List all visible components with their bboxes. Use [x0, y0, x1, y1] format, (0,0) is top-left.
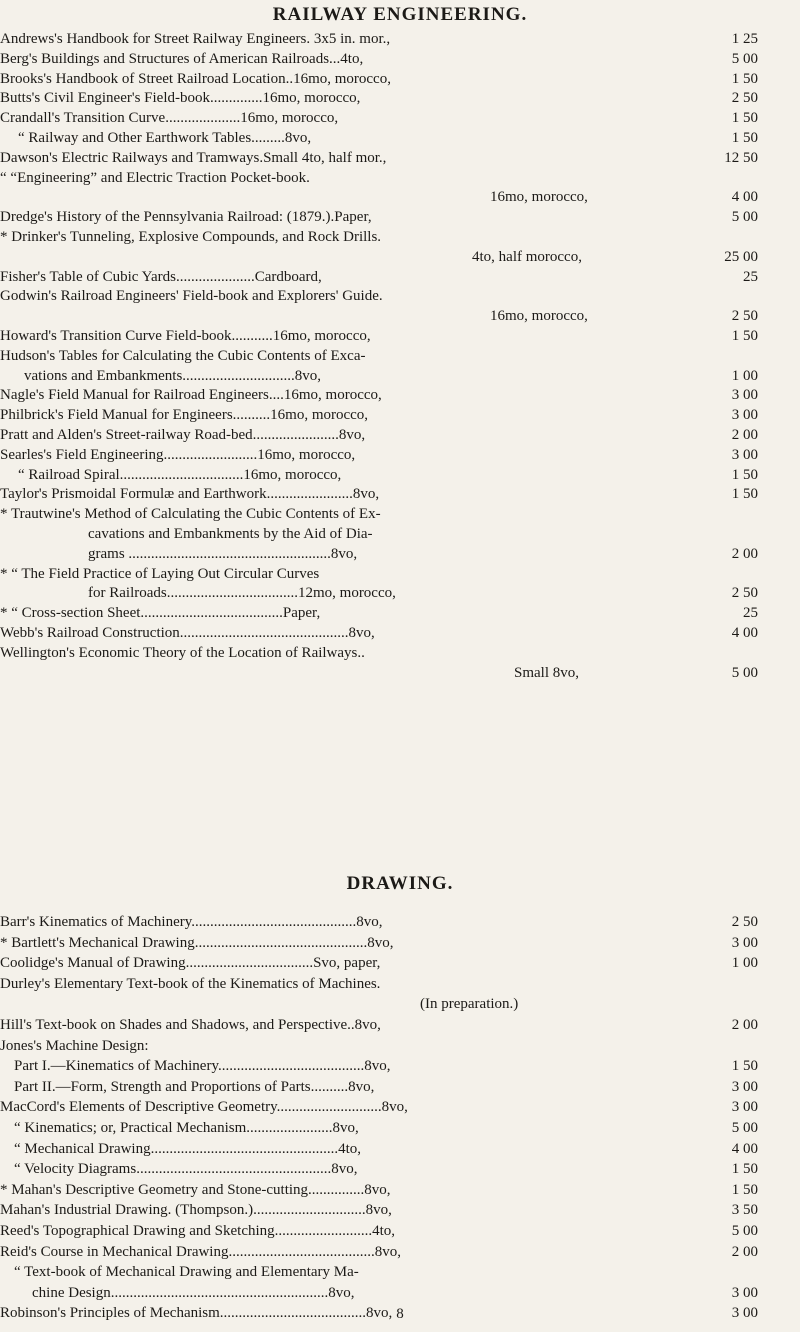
book-entry-price: 1 50 — [731, 1161, 758, 1178]
book-entry-text: Nagle's Field Manual for Railroad Engineers....16mo, morocco, — [0, 387, 382, 404]
book-entry-price: 1 50 — [731, 327, 758, 344]
book-entry-price: 2 00 — [731, 1016, 758, 1033]
book-entry-text: Taylor's Prismoidal Formulæ and Earthwork.......................8vo, — [0, 486, 380, 503]
book-entry-text: Coolidge's Manual of Drawing..................................Svo, paper, — [0, 955, 381, 972]
book-entry — [0, 953, 800, 974]
book-entry-price: 3 00 — [731, 1305, 758, 1322]
book-entry-text: Godwin's Railroad Engineers' Field-book and Explorers' Guide. — [0, 288, 383, 305]
book-entry — [0, 1139, 800, 1160]
book-entry-price: 1 50 — [731, 1058, 758, 1075]
book-entry-text: Howard's Transition Curve Field-book...........16mo, morocco, — [0, 327, 371, 344]
book-entry-text: * Trautwine's Method of Calculating the Cubic Contents of Ex- — [0, 506, 381, 523]
book-entry-price: 1 50 — [731, 110, 758, 127]
book-entry-price: 3 00 — [731, 387, 758, 404]
book-entry-price: 1 50 — [731, 1181, 758, 1198]
book-entry-price: 2 50 — [731, 914, 758, 930]
book-entry — [0, 367, 800, 387]
book-entry-text: grams ......................................................8vo, — [88, 545, 358, 562]
book-entry — [0, 1118, 800, 1139]
book-entry-text: cavations and Embankments by the Aid of Dia- — [88, 525, 373, 542]
book-entry-text: * “ The Field Practice of Laying Out Circular Curves — [0, 565, 320, 582]
book-entry-price: 25 — [743, 268, 758, 285]
book-entry-text: Berg's Buildings and Structures of American Railroads...4to, — [0, 50, 364, 67]
book-entry — [0, 545, 800, 565]
book-entry-text: “ Railroad Spiral.................................16mo, morocco, — [18, 466, 342, 483]
book-entry-text: Reid's Course in Mechanical Drawing.......................................8vo, — [0, 1243, 401, 1260]
book-entry — [0, 565, 800, 585]
book-entry — [0, 584, 800, 604]
book-entry — [0, 248, 800, 268]
book-entry-price: 1 50 — [731, 486, 758, 503]
book-entry — [0, 994, 800, 1015]
book-entry-price: 3 00 — [731, 1099, 758, 1116]
railway-engineering-list — [0, 30, 800, 683]
book-entry-text: “ “Engineering” and Electric Traction Pocket-book. — [0, 169, 310, 186]
book-entry-text: “ Kinematics; or, Practical Mechanism.......................8vo, — [14, 1119, 359, 1136]
book-entry-text: Webb's Railroad Construction.............................................8vo, — [0, 624, 375, 641]
book-entry-price: 3 00 — [731, 407, 758, 424]
book-entry — [0, 149, 800, 169]
book-entry-text: 16mo, morocco, — [490, 308, 588, 325]
book-entry-price: 3 00 — [731, 1284, 758, 1301]
book-entry-text: Dawson's Electric Railways and Tramways.Small 4to, half mor., — [0, 149, 387, 166]
book-entry-text: Brooks's Handbook of Street Railroad Location..16mo, morocco, — [0, 70, 391, 87]
book-entry-price: 5 00 — [731, 50, 758, 67]
book-entry — [0, 188, 800, 208]
book-entry-text: Barr's Kinematics of Machinery............................................8vo, — [0, 914, 383, 930]
book-entry-text: Part II.—Form, Strength and Proportions of Parts..........8vo, — [14, 1078, 375, 1095]
book-entry-price: 3 50 — [731, 1202, 758, 1219]
book-entry-price: 2 00 — [731, 426, 758, 443]
book-entry-price: 12 50 — [724, 149, 758, 166]
book-entry — [0, 1180, 800, 1201]
book-entry — [0, 624, 800, 644]
book-entry-text: Crandall's Transition Curve....................16mo, morocco, — [0, 110, 339, 127]
book-entry-text: “ Velocity Diagrams....................................................8vo, — [14, 1161, 358, 1178]
book-entry-price: 2 50 — [731, 308, 758, 325]
book-entry — [0, 525, 800, 545]
book-entry-text: Andrews's Handbook for Street Railway Engineers. 3x5 in. mor., — [0, 31, 391, 47]
book-entry-text: Searles's Field Engineering.........................16mo, morocco, — [0, 446, 356, 463]
book-entry-text: “ Railway and Other Earthwork Tables.........8vo, — [18, 129, 312, 146]
book-entry-price: 2 50 — [731, 585, 758, 602]
book-entry — [0, 347, 800, 367]
book-entry — [0, 327, 800, 347]
book-entry-text: Robinson's Principles of Mechanism.......................................8vo, — [0, 1305, 393, 1322]
book-entry-price: 2 00 — [731, 1243, 758, 1260]
book-entry-text: Fisher's Table of Cubic Yards.....................Cardboard, — [0, 268, 322, 285]
book-entry — [0, 406, 800, 426]
book-entry — [0, 109, 800, 129]
book-entry-text: Wellington's Economic Theory of the Location of Railways.. — [0, 644, 365, 661]
book-entry — [0, 1056, 800, 1077]
book-entry-price: 3 00 — [731, 1078, 758, 1095]
book-entry — [0, 1262, 800, 1283]
book-entry — [0, 287, 800, 307]
book-entry-price: 5 00 — [731, 209, 758, 226]
book-entry-text: chine Design..........................................................8vo, — [32, 1284, 355, 1301]
book-entry — [0, 1015, 800, 1036]
book-entry-text: 4to, half morocco, — [472, 248, 582, 265]
book-entry-text: Pratt and Alden's Street-railway Road-bed.......................8vo, — [0, 426, 366, 443]
book-entry-price: 4 00 — [731, 1140, 758, 1157]
book-entry-text: Small 8vo, — [514, 664, 580, 681]
book-entry-text: Hill's Text-book on Shades and Shadows, and Perspective..8vo, — [0, 1016, 381, 1033]
book-entry — [0, 1283, 800, 1304]
book-entry — [0, 208, 800, 228]
book-entry-text: Jones's Machine Design: — [0, 1037, 149, 1054]
book-entry — [0, 89, 800, 109]
book-entry — [0, 466, 800, 486]
book-entry — [0, 1221, 800, 1242]
book-entry — [0, 1036, 800, 1057]
book-entry-text: (In preparation.) — [420, 996, 519, 1013]
book-entry — [0, 30, 800, 50]
book-entry-text: * Drinker's Tunneling, Explosive Compounds, and Rock Drills. — [0, 228, 382, 245]
book-entry-price: 3 00 — [731, 446, 758, 463]
book-entry-price: 1 25 — [731, 31, 758, 47]
book-entry-price: 4 00 — [731, 189, 758, 206]
book-entry — [0, 933, 800, 954]
book-entry-price: 1 50 — [731, 70, 758, 87]
book-entry-price: 25 — [743, 605, 758, 622]
book-entry — [0, 307, 800, 327]
book-entry — [0, 664, 800, 684]
book-entry-price: 25 00 — [724, 248, 758, 265]
book-entry-text: Reed's Topographical Drawing and Sketching..........................4to, — [0, 1222, 396, 1239]
book-entry-text: Dredge's History of the Pennsylvania Railroad: (1879.).Paper, — [0, 209, 372, 226]
book-entry-price: 5 00 — [731, 1222, 758, 1239]
book-entry-price: 4 00 — [731, 624, 758, 641]
book-entry-price: 1 50 — [731, 466, 758, 483]
book-entry-text: for Railroads...................................12mo, morocco, — [88, 585, 396, 602]
drawing-list — [0, 912, 800, 1324]
book-entry-text: vations and Embankments..............................8vo, — [24, 367, 322, 384]
book-entry — [0, 1097, 800, 1118]
book-entry-text: Part I.—Kinematics of Machinery.......................................8vo, — [14, 1058, 391, 1075]
book-entry-text: * Bartlett's Mechanical Drawing..............................................8vo, — [0, 934, 394, 951]
book-entry — [0, 604, 800, 624]
book-entry-price: 5 00 — [731, 664, 758, 681]
book-entry — [0, 485, 800, 505]
book-entry-text: * “ Cross-section Sheet......................................Paper, — [0, 605, 321, 622]
book-entry-text: Mahan's Industrial Drawing. (Thompson.)..............................8vo, — [0, 1202, 392, 1219]
book-entry-price: 1 00 — [731, 955, 758, 972]
book-entry-text: Butts's Civil Engineer's Field-book..............16mo, morocco, — [0, 90, 361, 107]
book-entry-text: “ Mechanical Drawing..................................................4to, — [14, 1140, 362, 1157]
book-entry — [0, 505, 800, 525]
book-entry-price: 2 00 — [731, 545, 758, 562]
book-entry — [0, 1077, 800, 1098]
book-entry — [0, 1242, 800, 1263]
book-entry — [0, 644, 800, 664]
book-entry — [0, 974, 800, 995]
book-entry — [0, 268, 800, 288]
book-entry-price: 2 50 — [731, 90, 758, 107]
book-entry-text: Philbrick's Field Manual for Engineers..........16mo, morocco, — [0, 407, 369, 424]
drawing-heading: DRAWING. — [346, 873, 454, 894]
book-entry — [0, 446, 800, 466]
book-entry-price: 5 00 — [731, 1119, 758, 1136]
book-entry-text: Hudson's Tables for Calculating the Cubic Contents of Exca- — [0, 347, 366, 364]
railway-engineering-heading: RAILWAY ENGINEERING. — [272, 4, 528, 25]
page-number: 8 — [396, 1306, 404, 1322]
book-entry — [0, 1159, 800, 1180]
book-entry — [0, 228, 800, 248]
book-entry-price: 3 00 — [731, 934, 758, 951]
book-entry-price: 1 50 — [731, 129, 758, 146]
book-entry-text: 16mo, morocco, — [490, 189, 588, 206]
book-entry-text: MacCord's Elements of Descriptive Geometry............................8vo, — [0, 1099, 408, 1116]
book-entry — [0, 426, 800, 446]
book-entry-price: 1 00 — [731, 367, 758, 384]
book-entry-text: * Mahan's Descriptive Geometry and Stone-cutting...............8vo, — [0, 1181, 391, 1198]
book-entry — [0, 169, 800, 189]
book-entry-text: “ Text-book of Mechanical Drawing and Elementary Ma- — [14, 1264, 359, 1281]
book-entry — [0, 50, 800, 70]
book-entry — [0, 129, 800, 149]
book-entry — [0, 1200, 800, 1221]
book-entry-text: Durley's Elementary Text-book of the Kinematics of Machines. — [0, 975, 381, 992]
book-entry — [0, 70, 800, 90]
book-entry — [0, 912, 800, 933]
book-entry — [0, 386, 800, 406]
